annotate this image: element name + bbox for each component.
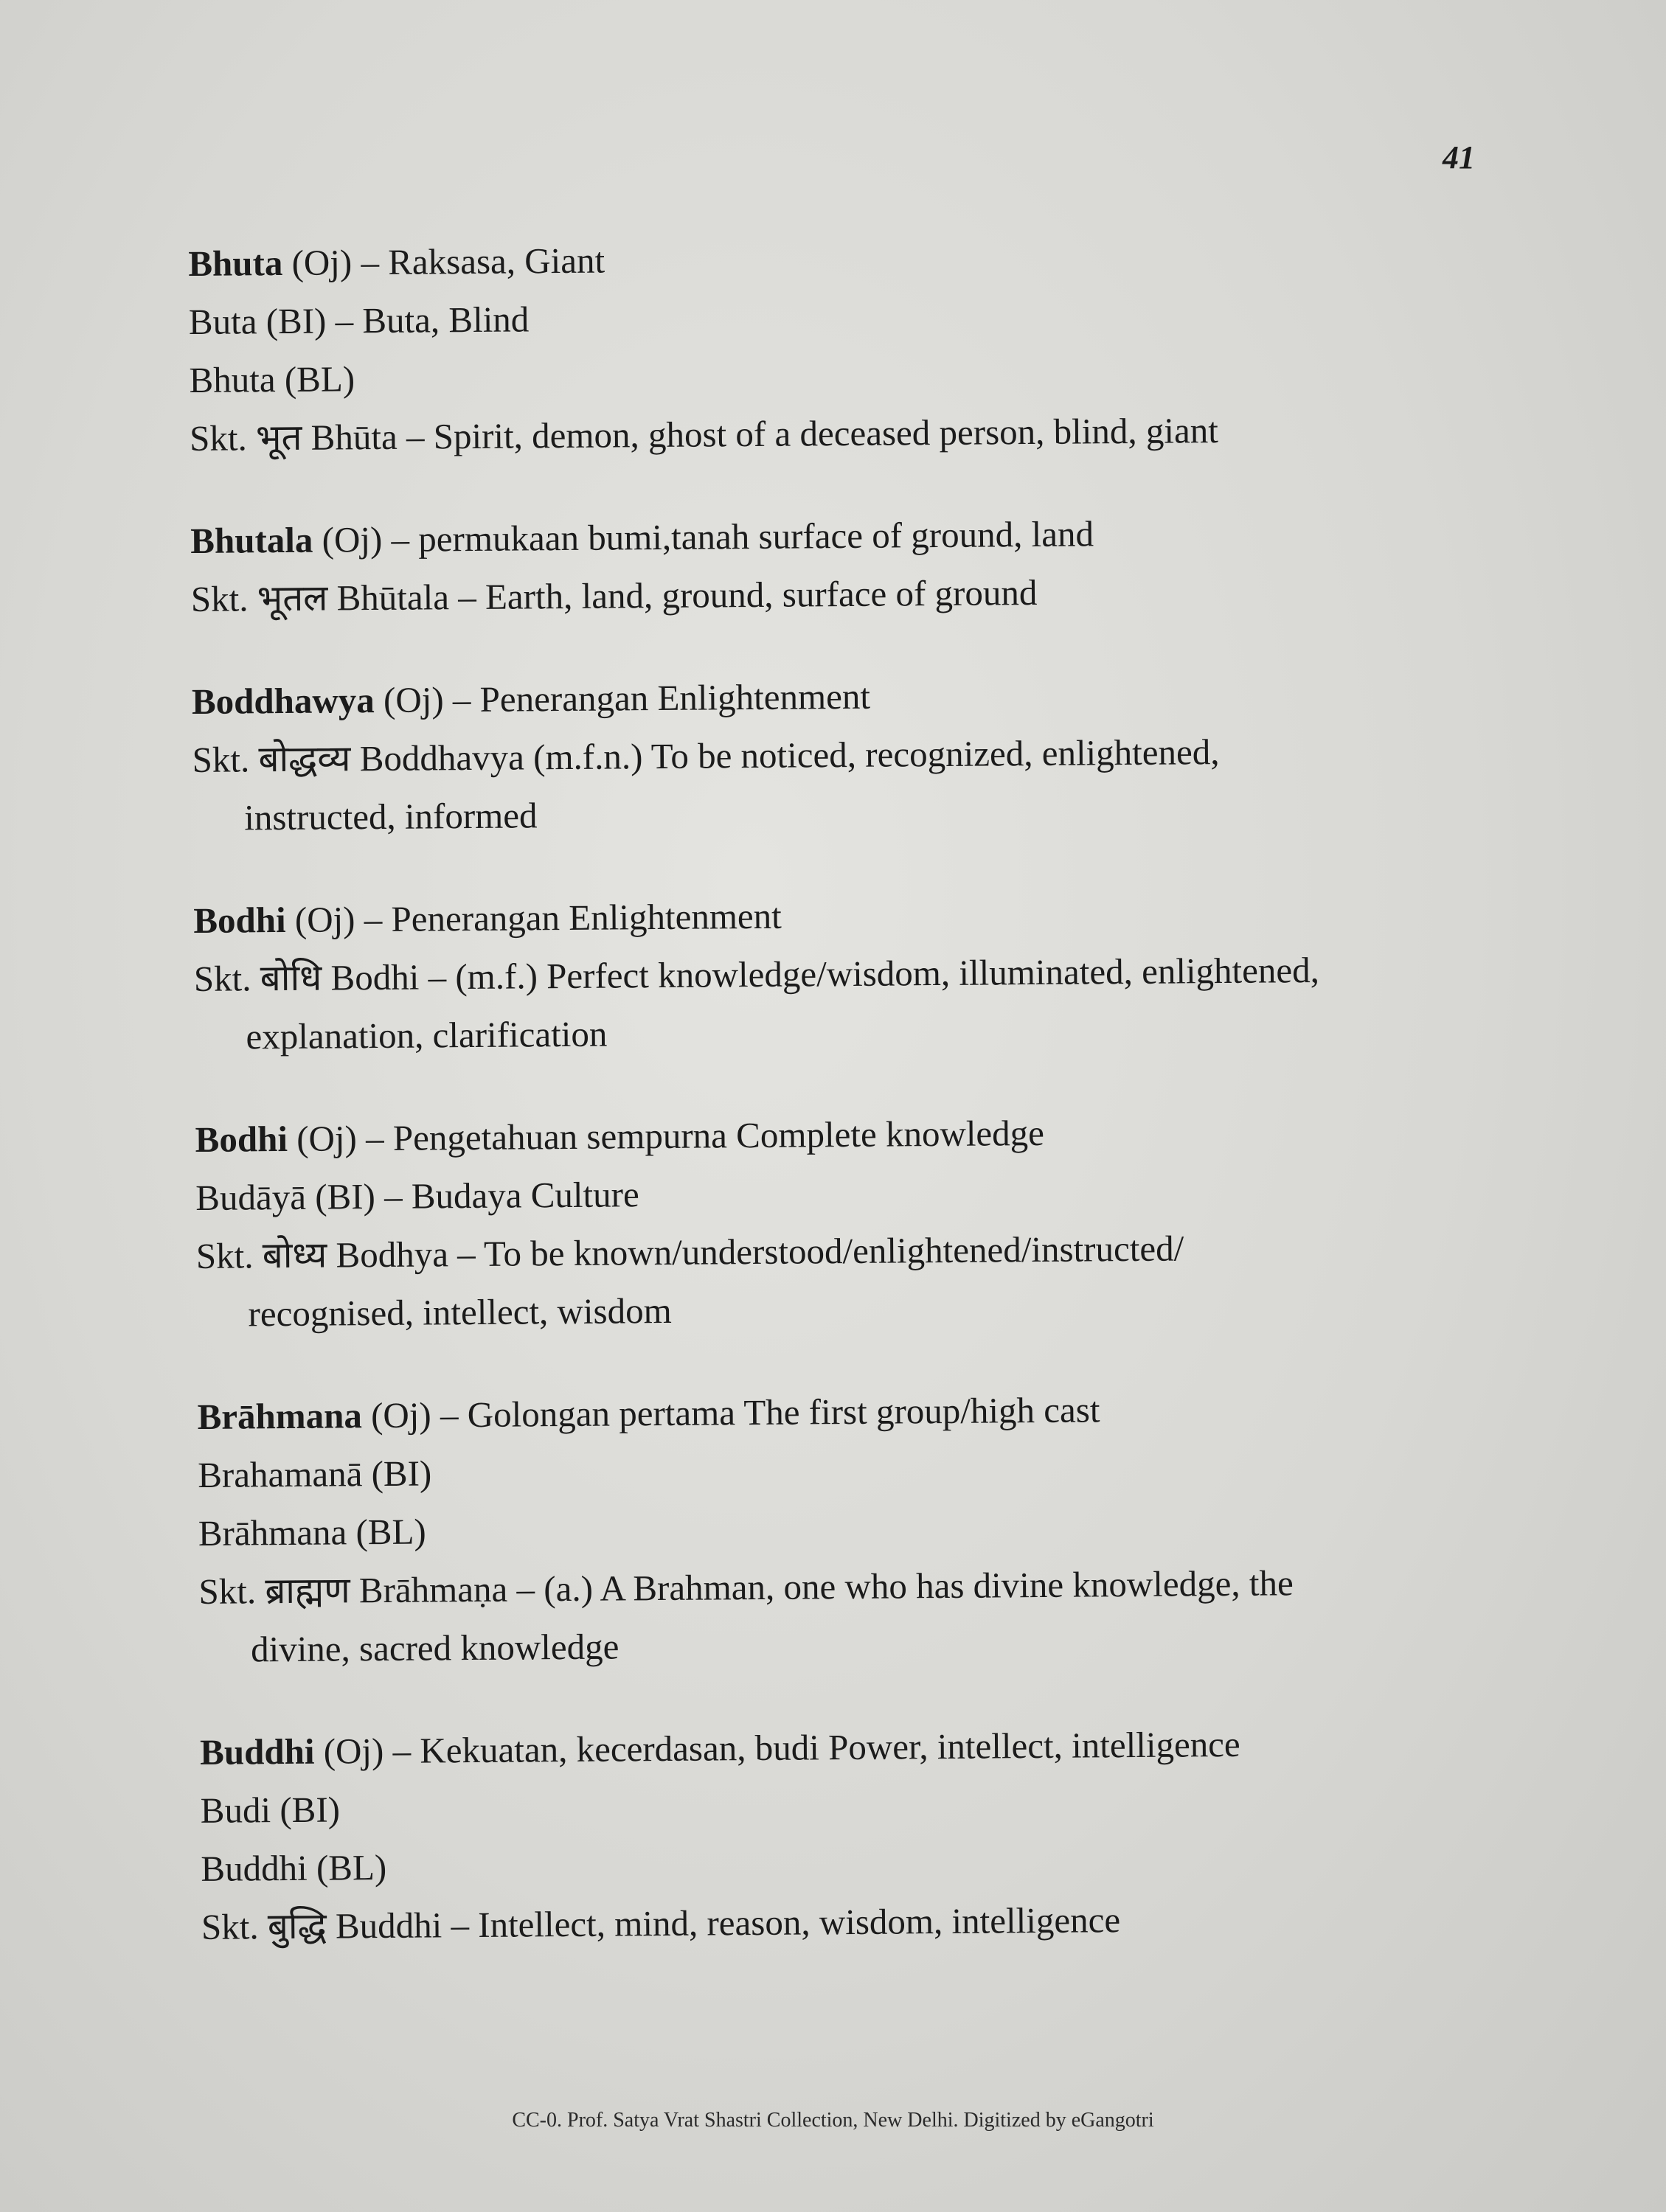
entry-text: instructed, informed <box>243 795 538 838</box>
entry-text: (Oj) – Golongan pertama The first group/high cast <box>361 1389 1100 1436</box>
entry-line <box>194 939 1507 1008</box>
dictionary-entry <box>195 1100 1509 1343</box>
entry-text: recognised, intellect, wisdom <box>248 1290 672 1335</box>
headword: Bhuta <box>188 242 283 284</box>
dictionary-entry <box>188 224 1502 467</box>
entry-line <box>192 662 1505 731</box>
dictionary-entry <box>193 881 1507 1066</box>
entry-line <box>198 1494 1512 1562</box>
entry-text: Skt. बोद्धव्य Boddhavya (m.f.n.) To be noticed, recognized, enlightened, <box>192 731 1220 780</box>
entry-line <box>195 1100 1508 1169</box>
entry-text: Skt. बोधि Bodhi – (m.f.) Perfect knowledge/wisdom, illuminated, enlightened, <box>193 949 1320 999</box>
dictionary-entry <box>192 662 1506 847</box>
entry-text: (Oj) – Penerangan Enlightenment <box>285 895 782 940</box>
entry-line <box>201 1888 1515 1956</box>
page-number: 41 <box>1443 139 1475 175</box>
entry-line <box>197 1377 1510 1446</box>
dictionary-entry <box>200 1713 1514 1956</box>
entry-text: Bhuta (BL) <box>189 358 355 400</box>
entry-text: Buta (BI) – Buta, Blind <box>188 299 530 342</box>
entry-line <box>196 1217 1510 1285</box>
entry-text: (Oj) – Raksasa, Giant <box>282 240 605 283</box>
entry-text: (Oj) – Pengetahuan sempurna Complete knowledge <box>287 1112 1045 1159</box>
entry-line <box>199 1610 1513 1679</box>
entry-text: Brahamanā (BI) <box>197 1453 432 1495</box>
entry-text: Buddhi (BL) <box>201 1846 387 1889</box>
entry-line <box>196 1275 1510 1343</box>
entry-line <box>190 399 1503 467</box>
headword: Bodhi <box>193 899 286 941</box>
dictionary-entries <box>188 224 1515 2000</box>
headword: Brāhmana <box>197 1395 363 1437</box>
digitization-footer: CC-0. Prof. Satya Vrat Shastri Collection, New Delhi. Digitized by eGangotri <box>512 2109 1154 2132</box>
entry-text: Skt. भूत Bhūta – Spirit, demon, ghost of a deceased person, blind, giant <box>189 410 1219 459</box>
dictionary-entry <box>190 501 1504 628</box>
entry-line <box>189 282 1502 351</box>
entry-line <box>192 779 1506 847</box>
entry-line <box>200 1771 1513 1840</box>
entry-text: Skt. बुद्धि Buddhi – Intellect, mind, reason, wisdom, intelligence <box>201 1899 1121 1947</box>
entry-line <box>188 224 1502 293</box>
entry-line <box>198 1436 1511 1504</box>
entry-text: (Oj) – permukaan bumi,tanah surface of ground, land <box>313 513 1094 560</box>
entry-line <box>190 501 1504 570</box>
entry-text: (Oj) – Penerangan Enlightenment <box>374 675 871 721</box>
entry-line <box>200 1713 1513 1781</box>
entry-text: Brāhmana (BL) <box>198 1511 426 1554</box>
headword: Bhutala <box>190 519 313 561</box>
entry-text: explanation, clarification <box>246 1013 608 1057</box>
entry-text: Budi (BI) <box>200 1789 341 1831</box>
entry-line <box>191 560 1504 628</box>
entry-text: (Oj) – Kekuatan, kecerdasan, budi Power, intellect, intelligence <box>314 1723 1240 1772</box>
entry-line <box>201 1829 1514 1898</box>
entry-line <box>193 881 1507 950</box>
dictionary-entry <box>197 1377 1512 1679</box>
entry-text: Skt. भूतल Bhūtala – Earth, land, ground, surface of ground <box>190 571 1038 619</box>
entry-text: divine, sacred knowledge <box>250 1626 619 1670</box>
entry-line <box>192 720 1505 789</box>
entry-text: Skt. बोध्य Bodhya – To be known/understood/enlightened/instructed/ <box>195 1228 1184 1276</box>
entry-line <box>189 341 1502 409</box>
entry-line <box>194 998 1507 1066</box>
entry-line <box>195 1158 1509 1227</box>
headword: Buddhi <box>199 1731 315 1773</box>
headword: Bodhi <box>195 1118 288 1160</box>
headword: Boddhawya <box>191 680 375 722</box>
entry-text: Skt. ब्राह्मण Brāhmaṇa – (a.) A Brahman, one who has divine knowledge, the <box>198 1562 1294 1612</box>
entry-line <box>198 1552 1512 1621</box>
entry-text: Budāyā (BI) – Budaya Culture <box>195 1174 639 1218</box>
